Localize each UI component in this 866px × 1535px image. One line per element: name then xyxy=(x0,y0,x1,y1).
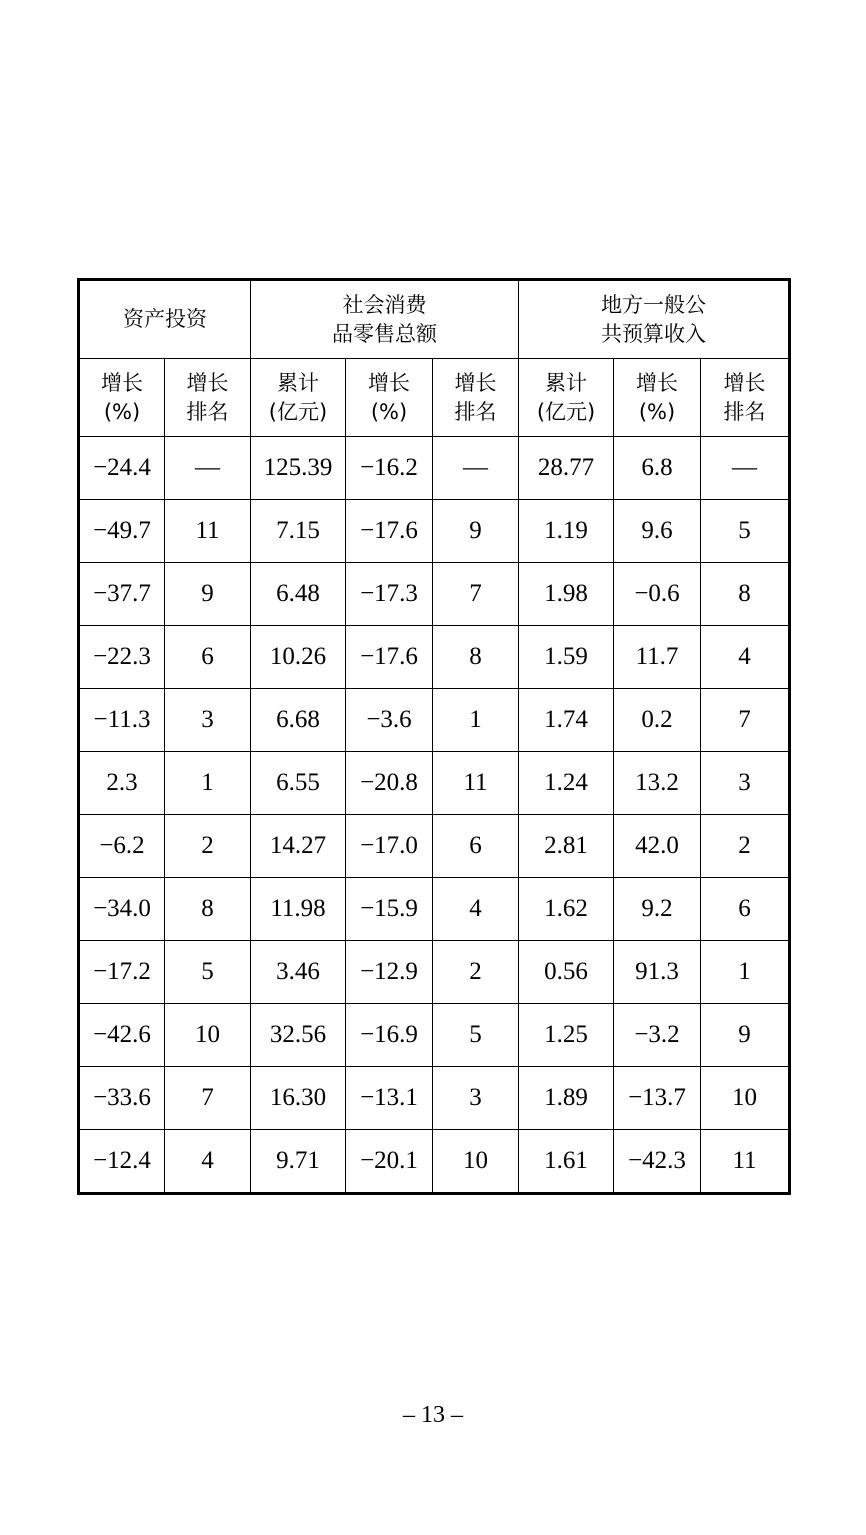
table-cell: −24.4 xyxy=(79,437,165,500)
table-cell: 8 xyxy=(165,878,251,941)
table-cell: 10 xyxy=(701,1067,790,1130)
column-header-line: (%) xyxy=(638,399,676,424)
table-cell: 16.30 xyxy=(251,1067,346,1130)
table-cell: 125.39 xyxy=(251,437,346,500)
table-cell: −16.2 xyxy=(346,437,433,500)
column-header-line: 增长 xyxy=(101,370,143,395)
table-cell: 4 xyxy=(165,1130,251,1194)
table-cell: −22.3 xyxy=(79,626,165,689)
table-cell: −16.9 xyxy=(346,1004,433,1067)
table-cell: −12.9 xyxy=(346,941,433,1004)
table-cell: −13.1 xyxy=(346,1067,433,1130)
table-cell: 6.48 xyxy=(251,563,346,626)
table-cell: 1.62 xyxy=(519,878,614,941)
table-row xyxy=(79,1067,790,1130)
group-header-line: 品零售总额 xyxy=(332,321,437,346)
group-header-fixed-asset-investment xyxy=(79,280,251,359)
table-cell: 4 xyxy=(701,626,790,689)
column-header-line: (%) xyxy=(103,399,141,424)
table-cell: 11.7 xyxy=(614,626,701,689)
column-header xyxy=(614,359,701,437)
column-header-line: 增长 xyxy=(186,370,229,395)
table-cell: 3 xyxy=(165,689,251,752)
table-cell: 1 xyxy=(165,752,251,815)
group-header-budget-revenue xyxy=(519,280,790,359)
table-cell: −3.2 xyxy=(614,1004,701,1067)
column-header-line: 增长 xyxy=(723,370,766,395)
table-cell: 1.24 xyxy=(519,752,614,815)
table-cell: −17.0 xyxy=(346,815,433,878)
table-cell: 9 xyxy=(701,1004,790,1067)
table-cell: 1.74 xyxy=(519,689,614,752)
column-header-line: (亿元) xyxy=(268,399,328,424)
column-header xyxy=(79,359,165,437)
table-row xyxy=(79,500,790,563)
group-header-row xyxy=(79,280,790,359)
table-row xyxy=(79,815,790,878)
table-cell: 7 xyxy=(165,1067,251,1130)
table-cell: 8 xyxy=(433,626,519,689)
table-cell: 10.26 xyxy=(251,626,346,689)
table-row xyxy=(79,1130,790,1194)
table-cell: 11 xyxy=(433,752,519,815)
table-cell: 8 xyxy=(701,563,790,626)
table-cell: 2.3 xyxy=(79,752,165,815)
column-header-line: 排名 xyxy=(186,399,229,424)
table-cell: 9.71 xyxy=(251,1130,346,1194)
column-header-line: (%) xyxy=(370,399,408,424)
table-cell: −49.7 xyxy=(79,500,165,563)
table-cell: 0.56 xyxy=(519,941,614,1004)
table-cell: 1 xyxy=(701,941,790,1004)
table-cell: −17.3 xyxy=(346,563,433,626)
table-cell: 6.55 xyxy=(251,752,346,815)
column-header-line: 排名 xyxy=(454,399,497,424)
subheader-row xyxy=(79,359,790,437)
table-cell: — xyxy=(701,437,790,500)
table-cell: −20.8 xyxy=(346,752,433,815)
table-cell: 6 xyxy=(433,815,519,878)
column-header xyxy=(165,359,251,437)
table-row xyxy=(79,563,790,626)
table-cell: −20.1 xyxy=(346,1130,433,1194)
table-cell: 3.46 xyxy=(251,941,346,1004)
table-cell: −17.2 xyxy=(79,941,165,1004)
table-row xyxy=(79,689,790,752)
table-cell: 5 xyxy=(165,941,251,1004)
table-cell: 32.56 xyxy=(251,1004,346,1067)
group-header-line: 资产投资 xyxy=(123,307,207,331)
column-header-line: 累计 xyxy=(277,370,319,395)
column-header-line: 增长 xyxy=(636,370,679,395)
table-cell: 10 xyxy=(433,1130,519,1194)
table-cell: 4 xyxy=(433,878,519,941)
table-cell: 9 xyxy=(433,500,519,563)
table-cell: 1.98 xyxy=(519,563,614,626)
column-header-line: (亿元) xyxy=(536,399,596,424)
table-row xyxy=(79,941,790,1004)
group-header-line: 共预算收入 xyxy=(601,321,707,346)
table-cell: 2 xyxy=(433,941,519,1004)
column-header-line: 增长 xyxy=(454,370,497,395)
table-cell: — xyxy=(433,437,519,500)
table-cell: 6.68 xyxy=(251,689,346,752)
table-cell: 14.27 xyxy=(251,815,346,878)
table-cell: 42.0 xyxy=(614,815,701,878)
table-cell: 13.2 xyxy=(614,752,701,815)
table-row xyxy=(79,626,790,689)
column-header-line: 排名 xyxy=(723,399,766,424)
table-cell: 91.3 xyxy=(614,941,701,1004)
table-cell: 2.81 xyxy=(519,815,614,878)
column-header xyxy=(346,359,433,437)
table-cell: −42.6 xyxy=(79,1004,165,1067)
table-cell: 11 xyxy=(165,500,251,563)
column-header xyxy=(519,359,614,437)
table-cell: 9.6 xyxy=(614,500,701,563)
table-row xyxy=(79,878,790,941)
table-cell: 3 xyxy=(701,752,790,815)
table-cell: −12.4 xyxy=(79,1130,165,1194)
group-header-line: 社会消费 xyxy=(342,292,427,317)
table-cell: 28.77 xyxy=(519,437,614,500)
table-cell: 6 xyxy=(165,626,251,689)
page-number: – 13 – xyxy=(403,1402,463,1428)
table-cell: −11.3 xyxy=(79,689,165,752)
statistics-table xyxy=(77,278,791,1195)
table-row xyxy=(79,752,790,815)
table-cell: 2 xyxy=(165,815,251,878)
table-cell: 1 xyxy=(433,689,519,752)
column-header xyxy=(251,359,346,437)
table-cell: — xyxy=(165,437,251,500)
table-cell: −37.7 xyxy=(79,563,165,626)
table-cell: 5 xyxy=(701,500,790,563)
table-cell: −34.0 xyxy=(79,878,165,941)
table-cell: 7 xyxy=(433,563,519,626)
table-cell: −42.3 xyxy=(614,1130,701,1194)
table-cell: 1.59 xyxy=(519,626,614,689)
table-cell: 0.2 xyxy=(614,689,701,752)
table-row xyxy=(79,437,790,500)
table-cell: 11.98 xyxy=(251,878,346,941)
table-cell: 9.2 xyxy=(614,878,701,941)
column-header xyxy=(433,359,519,437)
table-cell: 7 xyxy=(701,689,790,752)
table-cell: −17.6 xyxy=(346,500,433,563)
table-cell: −33.6 xyxy=(79,1067,165,1130)
table-cell: 1.25 xyxy=(519,1004,614,1067)
group-header-retail-sales xyxy=(251,280,519,359)
group-header-line: 地方一般公 xyxy=(601,292,707,317)
table-cell: 11 xyxy=(701,1130,790,1194)
table-cell: 1.19 xyxy=(519,500,614,563)
table-cell: 3 xyxy=(433,1067,519,1130)
column-header xyxy=(701,359,790,437)
table-cell: −3.6 xyxy=(346,689,433,752)
table-cell: 1.89 xyxy=(519,1067,614,1130)
table-cell: 2 xyxy=(701,815,790,878)
table-cell: −0.6 xyxy=(614,563,701,626)
column-header-line: 累计 xyxy=(545,370,588,395)
table-cell: −17.6 xyxy=(346,626,433,689)
table-cell: 7.15 xyxy=(251,500,346,563)
table-cell: 5 xyxy=(433,1004,519,1067)
table-cell: −6.2 xyxy=(79,815,165,878)
table-cell: −15.9 xyxy=(346,878,433,941)
table-cell: 9 xyxy=(165,563,251,626)
column-header-line: 增长 xyxy=(368,370,410,395)
table-row xyxy=(79,1004,790,1067)
table-cell: 6 xyxy=(701,878,790,941)
table-cell: 10 xyxy=(165,1004,251,1067)
table-cell: 6.8 xyxy=(614,437,701,500)
table-cell: 1.61 xyxy=(519,1130,614,1194)
table-cell: −13.7 xyxy=(614,1067,701,1130)
